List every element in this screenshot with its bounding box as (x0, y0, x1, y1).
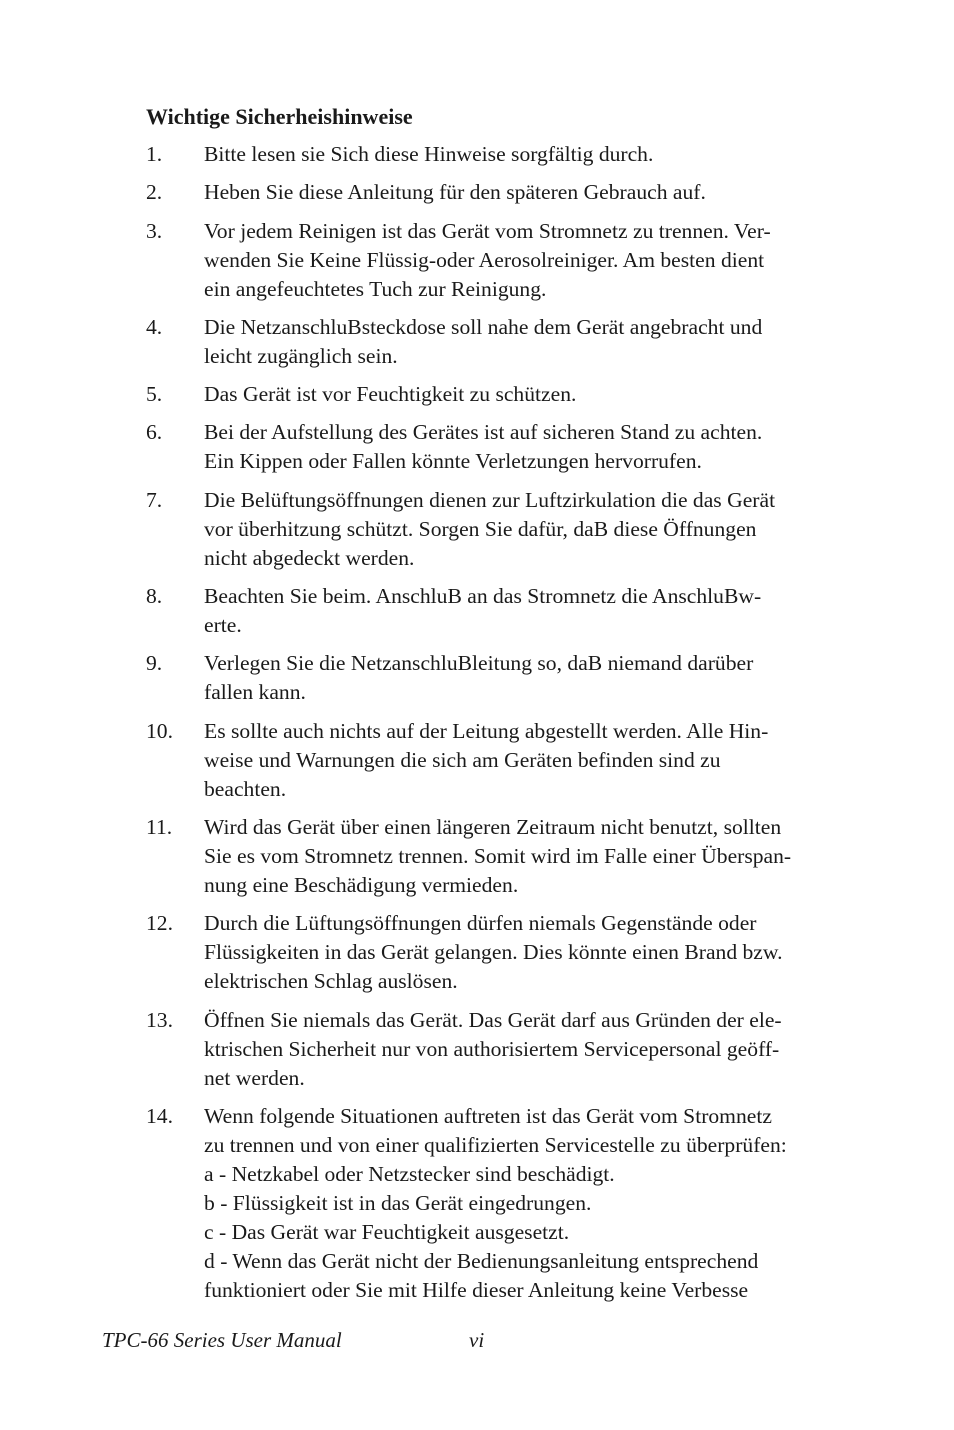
item-text: Vor jedem Reinigen ist das Gerät vom Stromnetz zu trennen. Ver- wenden Sie Keine Flüssig-oder Aerosolreiniger. Am besten dient ein angefeuchtetes Tuch zur Reinigung. (204, 218, 771, 301)
list-item (146, 178, 866, 207)
item-number: 6. (146, 420, 163, 445)
footer-manual-title: TPC-66 Series User Manual (102, 1328, 342, 1352)
list-item (146, 813, 866, 900)
list-item (146, 217, 866, 304)
item-text: Bitte lesen sie Sich diese Hinweise sorgfältig durch. (204, 142, 654, 166)
item-text: Die NetzanschluBsteckdose soll nahe dem Gerät angebracht und leicht zugänglich sein. (204, 314, 763, 368)
safety-instructions-list (146, 140, 866, 1314)
list-item (146, 909, 866, 996)
item-number: 11. (146, 814, 173, 839)
item-text: Wird das Gerät über einen längeren Zeitraum nicht benutzt, sollten Sie es vom Stromnetz trennen. Somit wird im Falle einer Überspan- nung eine Beschädigung vermieden. (204, 814, 792, 897)
item-number: 10. (146, 718, 173, 743)
list-item (146, 1102, 866, 1305)
item-number: 13. (146, 1007, 173, 1032)
item-number: 8. (146, 584, 163, 609)
item-text: Bei der Aufstellung des Gerätes ist auf sicheren Stand zu achten. Ein Kippen oder Fallen könnte Verletzungen hervorrufen. (204, 420, 763, 474)
item-number: 9. (146, 651, 163, 676)
item-text: Heben Sie diese Anleitung für den späteren Gebrauch auf. (204, 180, 706, 205)
item-text: Beachten Sie beim. AnschluB an das Stromnetz die AnschluBw- erte. (204, 584, 762, 638)
item-number: 7. (146, 487, 163, 512)
item-text: Wenn folgende Situationen auftreten ist das Gerät vom Stromnetz zu trennen und von einer qualifizierten Servicestelle zu überprüfen: a - Netzkabel oder Netzstecker sind beschädigt. b - Flüssigkeit ist in das Gerät eingedrungen. c - Das Gerät war Feuchtigkeit ausgesetzt. d - Wenn das Gerät nicht der Bedienungsanleitung entsprechend funktioniert oder Sie mit Hilfe dieser Anleitung keine Verbesse (204, 1103, 787, 1302)
page-heading: Wichtige Sicherheishinweise (146, 104, 413, 129)
item-number: 14. (146, 1103, 173, 1128)
list-item (146, 313, 866, 371)
list-item (146, 649, 866, 707)
item-number: 1. (146, 142, 163, 166)
list-item (146, 486, 866, 573)
item-number: 5. (146, 382, 163, 407)
item-text: Das Gerät ist vor Feuchtigkeit zu schützen. (204, 382, 577, 407)
item-text: Die Belüftungsöffnungen dienen zur Luftzirkulation die das Gerät vor überhitzung schützt. Sorgen Sie dafür, daB diese Öffnungen nicht abgedeckt werden. (204, 487, 776, 570)
list-item (146, 582, 866, 640)
item-number: 4. (146, 314, 163, 339)
item-number: 2. (146, 180, 163, 205)
item-text: Öffnen Sie niemals das Gerät. Das Gerät darf aus Gründen der ele- ktrischen Sicherheit nur von authorisiertem Servicepersonal geöff- net werden. (204, 1007, 782, 1090)
item-number: 3. (146, 218, 163, 243)
list-item (146, 140, 866, 169)
item-text: Verlegen Sie die NetzanschluBleitung so, daB niemand darüber fallen kann. (204, 651, 754, 705)
item-text: Durch die Lüftungsöffnungen dürfen niemals Gegenstände oder Flüssigkeiten in das Gerät gelangen. Dies könnte einen Brand bzw. elektrischen Schlag auslösen. (204, 911, 783, 994)
list-item (146, 380, 866, 409)
list-item (146, 717, 866, 804)
item-number: 12. (146, 911, 173, 936)
footer-page-number: vi (469, 1328, 485, 1352)
list-item (146, 418, 866, 476)
item-text: Es sollte auch nichts auf der Leitung abgestellt werden. Alle Hin- weise und Warnungen die sich am Geräten befinden sind zu beachten. (204, 718, 769, 801)
list-item (146, 1006, 866, 1093)
